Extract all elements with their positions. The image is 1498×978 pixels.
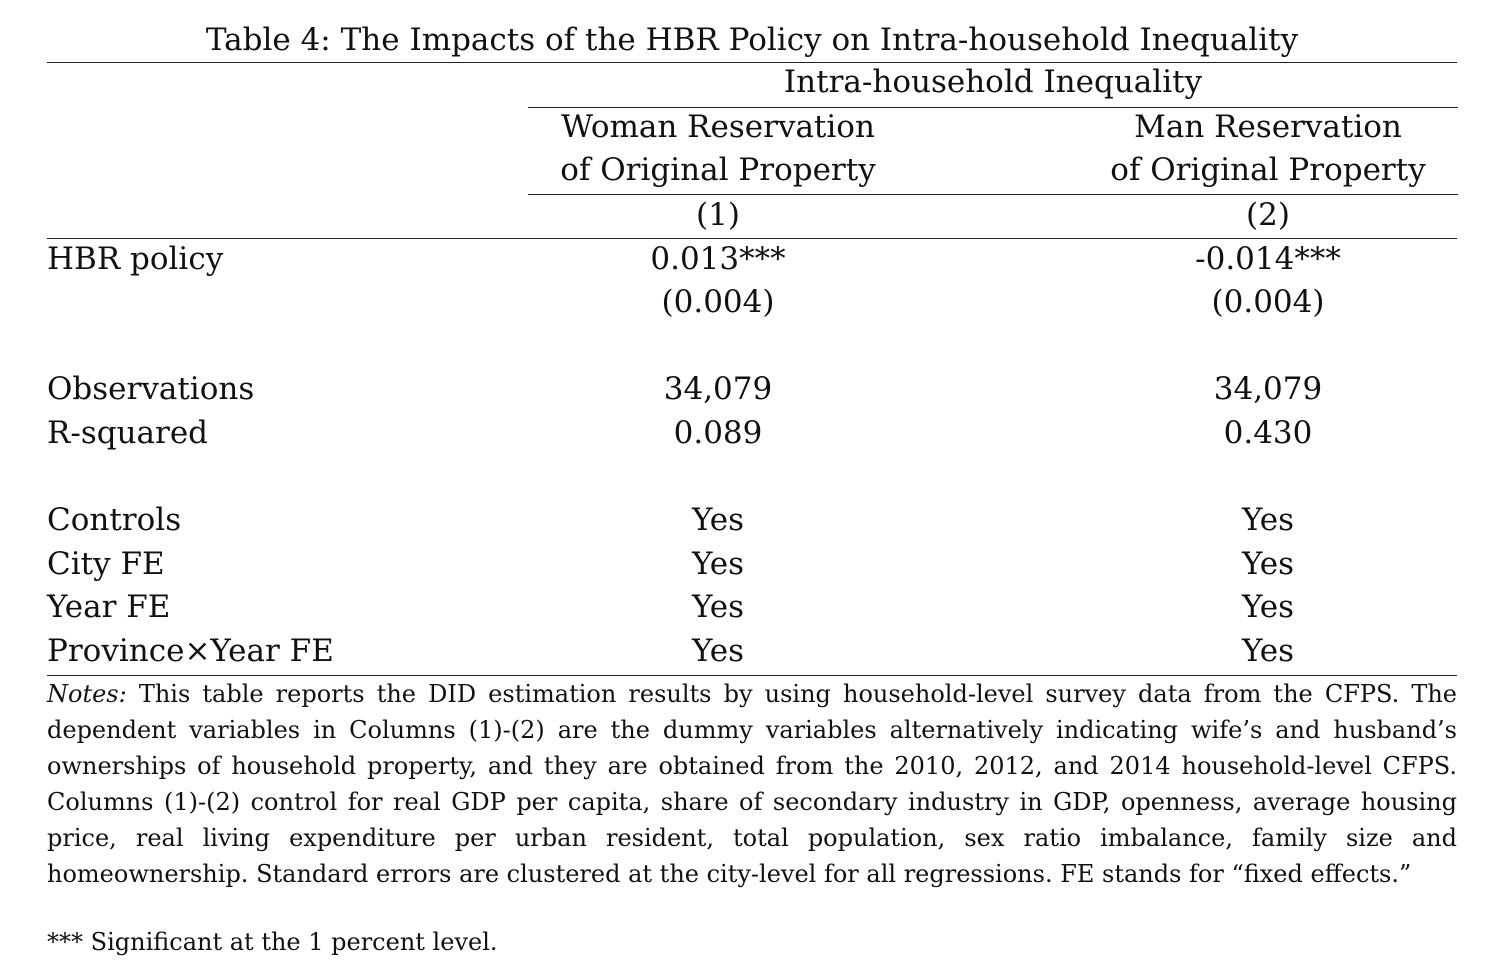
- controls-col2: Yes: [1241, 502, 1295, 538]
- row-label-year-fe: Year FE: [47, 589, 171, 625]
- column-1-number: (1): [696, 197, 740, 233]
- column-1-header-line1: Woman Reservation: [561, 109, 875, 145]
- city-fe-col1: Yes: [691, 546, 745, 582]
- row-label-city-fe: City FE: [47, 546, 165, 582]
- hbr-se-col2: (0.004): [1211, 284, 1325, 320]
- observations-col2: 34,079: [1213, 371, 1323, 407]
- r-squared-col1: 0.089: [673, 415, 763, 451]
- row-label-controls: Controls: [47, 502, 182, 538]
- column-2-number: (2): [1246, 197, 1290, 233]
- column-1-header-line2: of Original Property: [560, 152, 876, 188]
- column-2-header-line2: of Original Property: [1110, 152, 1426, 188]
- significance-note: *** Significant at the 1 percent level.: [47, 928, 498, 956]
- hbr-se-col1: (0.004): [661, 284, 775, 320]
- column-2-header-line1: Man Reservation: [1134, 109, 1402, 145]
- row-label-observations: Observations: [47, 371, 255, 407]
- province-year-fe-col1: Yes: [691, 633, 745, 669]
- observations-col1: 34,079: [663, 371, 773, 407]
- row-label-hbr-policy: HBR policy: [47, 241, 224, 277]
- table-notes: [47, 676, 1457, 892]
- province-year-fe-col2: Yes: [1241, 633, 1295, 669]
- notes-text: This table reports the DID estimation results by using household-level survey data from the CFPS. The dependent variables in Columns (1)-(2) are the dummy variables alternatively indicating wife’s and husband’s ownerships of household property, and they are obtained from the 2010, 2012, and 2014 household-level CFPS. Columns (1)-(2) control for real GDP per capita, share of secondary industry in GDP, openness, average housing price, real living expenditure per urban resident, total population, sex ratio imbalance, family size and homeownership. Standard errors are clustered at the city-level for all regressions. FE stands for “fixed effects.”: [47, 680, 1457, 888]
- r-squared-col2: 0.430: [1223, 415, 1313, 451]
- hbr-coef-col1: 0.013***: [650, 241, 786, 277]
- group-header: Intra-household Inequality: [783, 64, 1203, 100]
- row-label-province-year-fe: Province×Year FE: [47, 633, 334, 669]
- controls-col1: Yes: [691, 502, 745, 538]
- hbr-coef-col2: -0.014***: [1195, 241, 1341, 277]
- table-caption: Table 4: The Impacts of the HBR Policy on Intra-household Inequality: [205, 22, 1299, 58]
- city-fe-col2: Yes: [1241, 546, 1295, 582]
- year-fe-col1: Yes: [691, 589, 745, 625]
- notes-label: Notes:: [47, 680, 127, 708]
- row-label-r-squared: R-squared: [47, 415, 209, 451]
- year-fe-col2: Yes: [1241, 589, 1295, 625]
